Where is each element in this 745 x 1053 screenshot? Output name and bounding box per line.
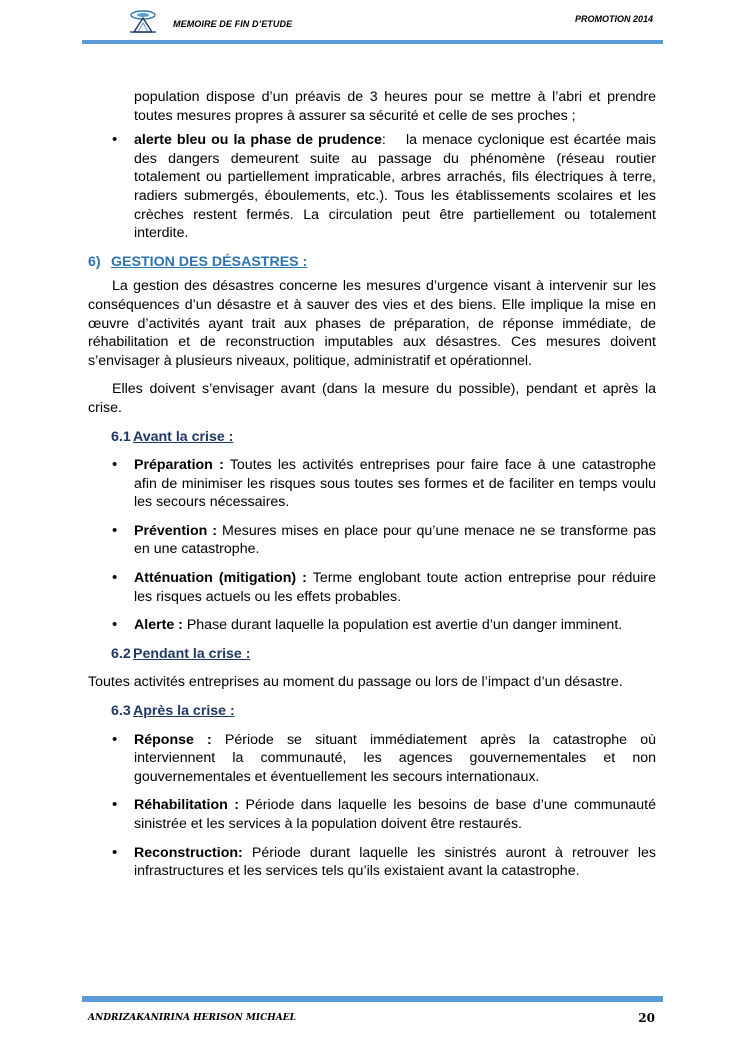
list-item	[88, 844, 656, 881]
list-item-text: Période dans laquelle les besoins de base d’une communauté sinistrée et les services à la population doivent être restaurés.	[134, 797, 656, 832]
list-item-label: Réhabilitation :	[134, 797, 239, 814]
subsection-heading-6-3	[88, 702, 656, 721]
continuation-paragraph: population dispose d’un préavis de 3 heures pour se mettre à l’abri et prendre toutes mesures propres à assurer sa sécurité et celle de ses proches ;	[134, 89, 656, 124]
section-number: 6)	[88, 253, 101, 270]
main-content	[88, 88, 656, 881]
list-item-text: Terme englobant toute action entreprise pour réduire les risques actuels ou les effets probables.	[134, 570, 656, 605]
page-number: 20	[638, 1011, 655, 1025]
subsection-heading-6-1	[88, 428, 656, 447]
list-item	[88, 522, 656, 559]
list-item	[88, 731, 656, 787]
list-item-label: Alerte :	[134, 617, 183, 634]
subsection-number: 6.2	[111, 645, 131, 662]
paragraph: Elles doivent s’envisager avant (dans la mesure du possible), pendant et après la crise.	[88, 381, 656, 416]
list-item-label: Atténuation (mitigation) :	[134, 570, 307, 587]
header-title: MEMOIRE DE FIN D’ETUDE	[173, 19, 293, 29]
section-heading-6	[88, 253, 656, 272]
list-item-text: Période se situant immédiatement après la catastrophe où interviennent la communauté, les agences gouvernementales et non gouvernementales et éventuellement les secours internationaux.	[134, 731, 656, 785]
subsection-title: Après la crise :	[133, 703, 235, 720]
subsection-number: 6.3	[111, 703, 131, 720]
subsection-heading-6-2	[88, 645, 656, 664]
paragraph: La gestion des désastres concerne les mesures d’urgence visant à intervenir sur les conséquences d’un désastre et à sauver des vies et des biens. Elle implique la mise en œuvre d’activités ayant trait aux phases de préparation, de réponse immédiate, de réhabilitation et de reconstruction imputables aux désastres. Ces mesures doivent s’envisager à plusieurs niveaux, politique, administratif et opérationnel.	[88, 278, 656, 369]
list-item	[88, 456, 656, 512]
list-item	[88, 616, 656, 635]
footer-author: ANDRIZAKANIRINA HERISON MICHAEL	[88, 1013, 296, 1023]
list-item-text: Toutes les activités entreprises pour faire face à une catastrophe afin de minimiser les risques sous toutes ses formes et de faciliter en temps voulu les secours nécessaires.	[134, 457, 656, 511]
list-item-text: Phase durant laquelle la population est avertie d’un danger imminent.	[182, 617, 623, 634]
section-title: GESTION DES DÉSASTRES :	[111, 253, 308, 270]
subsection-title: Pendant la crise :	[133, 645, 251, 662]
school-logo-icon	[126, 8, 160, 34]
header-rule	[82, 40, 663, 44]
header-promotion: PROMOTION 2014	[574, 14, 653, 24]
footer-rule	[82, 996, 663, 1002]
subsection-number: 6.1	[111, 428, 131, 445]
list-item-text: Mesures mises en place pour qu’une menace ne se transforme pas en une catastrophe.	[134, 522, 656, 558]
subsection-title: Avant la crise :	[133, 428, 234, 445]
list-item-text: Période durant laquelle les sinistrés auront à retrouver les infrastructures et les services tels qu’ils existaient avant la catastrophe.	[134, 844, 656, 880]
list-item-label: Préparation :	[134, 457, 224, 474]
list-item-text: : la menace cyclonique est écartée mais des dangers demeurent suite au passage du phénomène (réseau routier totalement ou partiellement impraticable, arbres arrachés, fils électriques à terre, radiers submergés, éboulements, etc.). Tous les établissements scolaires et les crèches restent fermés. La circulation peut être partiellement ou totalement interdite.	[134, 132, 656, 242]
list-item-label: alerte bleu ou la phase de prudence	[134, 132, 382, 149]
list-item-alert-blue	[88, 131, 656, 243]
paragraph: Toutes activités entreprises au moment du passage ou lors de l’impact d’un désastre.	[88, 674, 623, 691]
list-item-label: Réponse :	[134, 731, 212, 748]
list-item-label: Prévention :	[134, 522, 218, 539]
list-item	[88, 796, 656, 833]
list-item-label: Reconstruction:	[134, 844, 243, 861]
list-item	[88, 569, 656, 606]
